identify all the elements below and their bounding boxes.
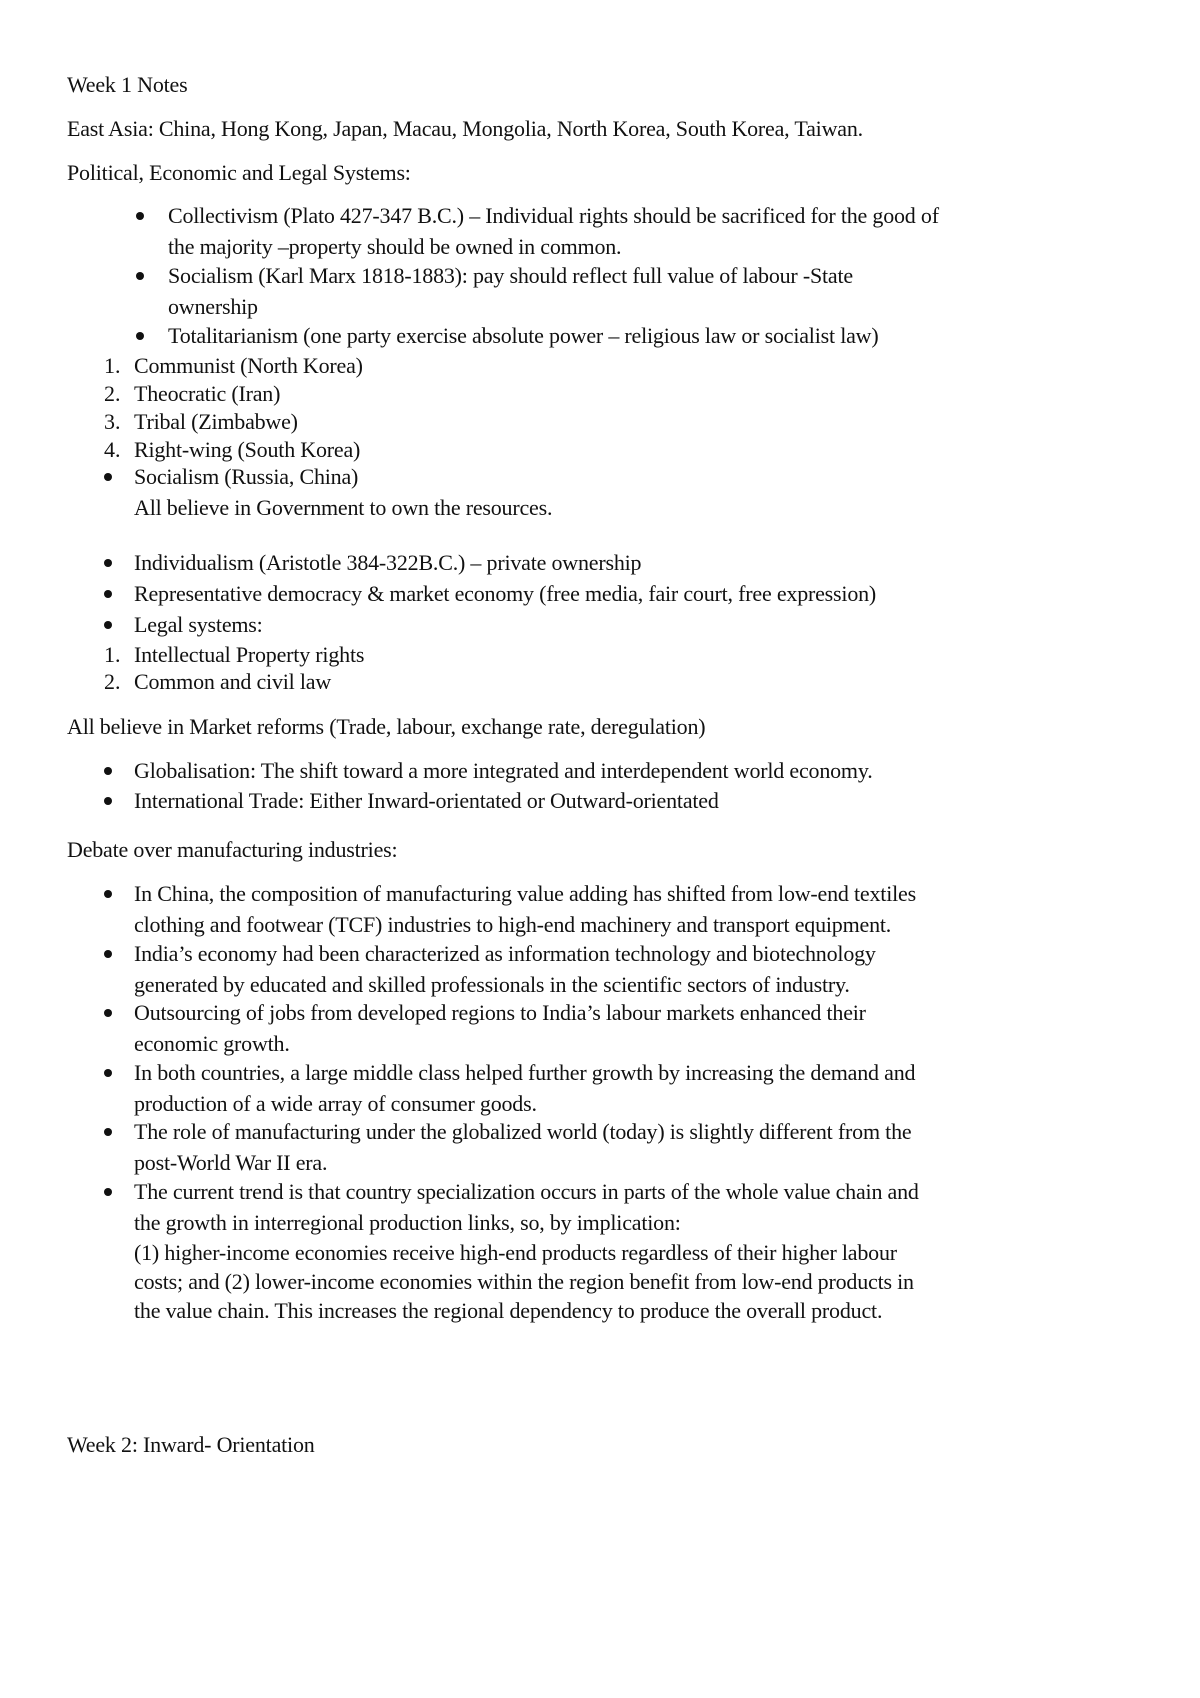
collectivism-line2: the majority –property should be owned in common. [168,234,622,259]
list-item: Globalisation: The shift toward a more integrated and interdependent world economy. [134,758,873,783]
list-number: 2. [104,669,121,694]
week1-title: Week 1 Notes [67,72,188,97]
debate-line: The current trend is that country specialization occurs in parts of the whole value chain and [134,1179,919,1204]
debate-line: clothing and footwear (TCF) industries to high-end machinery and transport equipment. [134,912,892,937]
list-number: 3. [104,409,121,434]
debate-line: generated by educated and skilled professionals in the scientific sectors of industry. [134,972,850,997]
socialism-line2: ownership [168,294,258,319]
debate-heading: Debate over manufacturing industries: [67,837,398,862]
bullet-icon [104,1188,112,1196]
debate-line: (1) higher-income economies receive high-end products regardless of their higher labour [134,1240,897,1265]
list-item: Theocratic (Iran) [134,381,281,406]
socialism-russia-china: Socialism (Russia, China) [134,464,359,489]
debate-line: production of a wide array of consumer goods. [134,1091,537,1116]
bullet-icon [104,1128,112,1136]
totalitarianism-line: Totalitarianism (one party exercise absolute power – religious law or socialist law) [168,323,879,348]
list-item: Intellectual Property rights [134,642,365,667]
collectivism-line1: Collectivism (Plato 427-347 B.C.) – Individual rights should be sacrificed for the good of [168,203,939,228]
debate-line: the growth in interregional production links, so, by implication: [134,1210,681,1235]
debate-line: The role of manufacturing under the globalized world (today) is slightly different from the [134,1119,912,1144]
debate-line: economic growth. [134,1031,290,1056]
bullet-icon [104,890,112,898]
list-item: Individualism (Aristotle 384-322B.C.) – private ownership [134,550,642,575]
list-item: Communist (North Korea) [134,353,363,378]
bullet-icon [104,559,112,567]
bullet-icon [104,950,112,958]
bullet-icon [136,272,144,280]
list-number: 1. [104,353,121,378]
systems-heading: Political, Economic and Legal Systems: [67,160,411,185]
debate-line: In both countries, a large middle class helped further growth by increasing the demand and [134,1060,916,1085]
list-number: 2. [104,381,121,406]
east-asia-line: East Asia: China, Hong Kong, Japan, Macau, Mongolia, North Korea, South Korea, Taiwan. [67,116,863,141]
bullet-icon [136,332,144,340]
bullet-icon [104,621,112,629]
bullet-icon [104,473,112,481]
government-note: All believe in Government to own the resources. [134,495,553,520]
market-reforms: All believe in Market reforms (Trade, labour, exchange rate, deregulation) [67,714,706,739]
debate-line: costs; and (2) lower-income economies within the region benefit from low-end products in [134,1269,914,1294]
debate-line: the value chain. This increases the regional dependency to produce the overall product. [134,1298,883,1323]
list-item: Common and civil law [134,669,332,694]
list-number: 4. [104,437,121,462]
debate-line: post-World War II era. [134,1150,328,1175]
debate-line: Outsourcing of jobs from developed regions to India’s labour markets enhanced their [134,1000,866,1025]
list-item: Tribal (Zimbabwe) [134,409,298,434]
bullet-icon [104,767,112,775]
list-item: Representative democracy & market economy (free media, fair court, free expression) [134,581,877,606]
list-number: 1. [104,642,121,667]
bullet-icon [136,212,144,220]
list-item: Legal systems: [134,612,263,637]
debate-line: India’s economy had been characterized as information technology and biotechnology [134,941,876,966]
bullet-icon [104,1069,112,1077]
bullet-icon [104,590,112,598]
bullet-icon [104,1009,112,1017]
list-item: Right-wing (South Korea) [134,437,361,462]
debate-line: In China, the composition of manufacturing value adding has shifted from low-end textiles [134,881,916,906]
bullet-icon [104,797,112,805]
list-item: International Trade: Either Inward-orientated or Outward-orientated [134,788,719,813]
socialism-line1: Socialism (Karl Marx 1818-1883): pay should reflect full value of labour -State [168,263,853,288]
week2-title: Week 2: Inward- Orientation [67,1432,315,1457]
